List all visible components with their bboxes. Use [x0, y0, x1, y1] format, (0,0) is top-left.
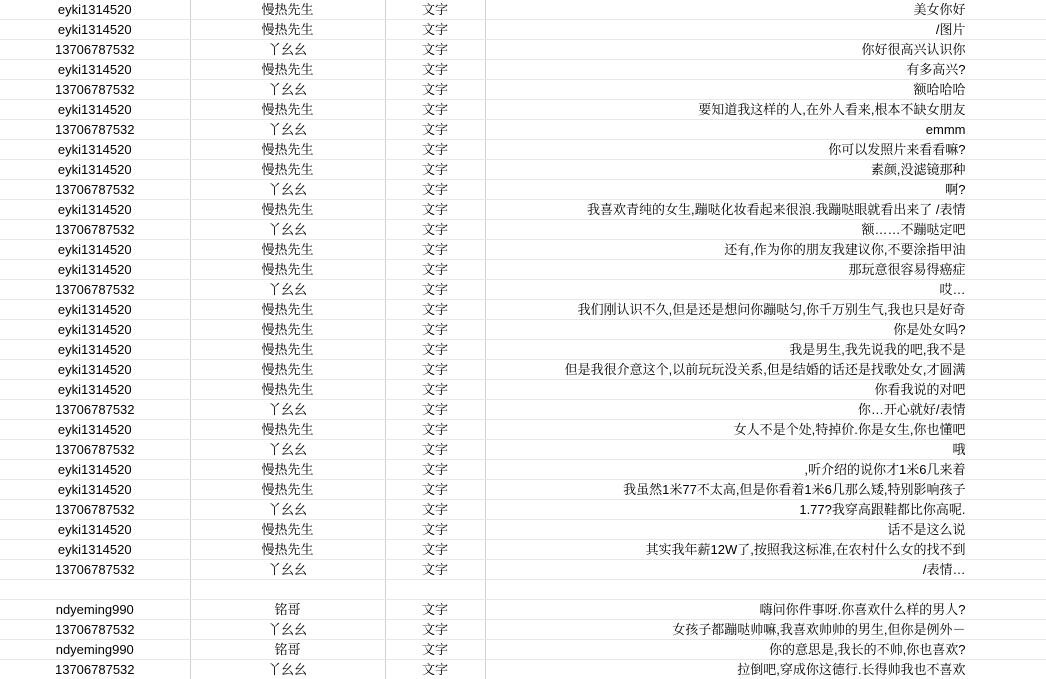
cell-message-text: 我是男生,我先说我的吧,我不是 — [485, 340, 1046, 360]
table-row[interactable] — [0, 60, 1046, 80]
cell-message-text: 素颜,没滤镜那种 — [485, 160, 1046, 180]
cell-message-type: 文字 — [385, 380, 485, 400]
cell-message-type: 文字 — [385, 440, 485, 460]
cell-account: eyki1314520 — [0, 340, 190, 360]
cell-nickname — [190, 580, 385, 600]
cell-message-type: 文字 — [385, 660, 485, 679]
cell-nickname: 慢热先生 — [190, 540, 385, 560]
cell-nickname: 慢热先生 — [190, 240, 385, 260]
table-row[interactable] — [0, 340, 1046, 360]
cell-message-text: 你…开心就好/表情 — [485, 400, 1046, 420]
cell-account: 13706787532 — [0, 440, 190, 460]
cell-account: 13706787532 — [0, 400, 190, 420]
cell-nickname: 慢热先生 — [190, 520, 385, 540]
cell-nickname: 慢热先生 — [190, 0, 385, 20]
table-row[interactable] — [0, 380, 1046, 400]
table-row[interactable] — [0, 540, 1046, 560]
cell-account: eyki1314520 — [0, 100, 190, 120]
cell-message-text: ,听介绍的说你才1米6几来着 — [485, 460, 1046, 480]
cell-message-text: 你好很高兴认识你 — [485, 40, 1046, 60]
table-row[interactable] — [0, 140, 1046, 160]
cell-account: eyki1314520 — [0, 140, 190, 160]
table-row[interactable] — [0, 500, 1046, 520]
cell-account: 13706787532 — [0, 120, 190, 140]
table-row[interactable] — [0, 600, 1046, 620]
cell-nickname: 慢热先生 — [190, 480, 385, 500]
cell-message-type — [385, 580, 485, 600]
cell-nickname: 慢热先生 — [190, 160, 385, 180]
cell-account: 13706787532 — [0, 280, 190, 300]
cell-nickname: 丫幺幺 — [190, 180, 385, 200]
cell-message-text: 你的意思是,我长的不帅,你也喜欢? — [485, 640, 1046, 660]
cell-account: 13706787532 — [0, 180, 190, 200]
cell-account: eyki1314520 — [0, 380, 190, 400]
cell-message-type: 文字 — [385, 240, 485, 260]
table-row[interactable] — [0, 160, 1046, 180]
cell-message-type: 文字 — [385, 200, 485, 220]
cell-nickname: 铭哥 — [190, 600, 385, 620]
cell-message-text: 女孩子都蹦哒帅嘛,我喜欢帅帅的男生,但你是例外－ — [485, 620, 1046, 640]
cell-account: eyki1314520 — [0, 60, 190, 80]
table-row[interactable] — [0, 580, 1046, 600]
cell-account — [0, 580, 190, 600]
cell-message-type: 文字 — [385, 320, 485, 340]
table-row[interactable] — [0, 560, 1046, 580]
cell-message-type: 文字 — [385, 620, 485, 640]
table-row[interactable] — [0, 620, 1046, 640]
cell-message-type: 文字 — [385, 280, 485, 300]
cell-account: 13706787532 — [0, 560, 190, 580]
cell-nickname: 丫幺幺 — [190, 40, 385, 60]
cell-account: eyki1314520 — [0, 260, 190, 280]
cell-message-text: 额……不蹦哒定吧 — [485, 220, 1046, 240]
table-row[interactable] — [0, 280, 1046, 300]
table-row[interactable] — [0, 440, 1046, 460]
cell-message-text: 还有,作为你的朋友我建议你,不要涂指甲油 — [485, 240, 1046, 260]
cell-account: eyki1314520 — [0, 320, 190, 340]
table-row[interactable] — [0, 80, 1046, 100]
cell-nickname: 慢热先生 — [190, 140, 385, 160]
cell-message-text: 但是我很介意这个,以前玩玩没关系,但是结婚的话还是找歌处女,才圆满 — [485, 360, 1046, 380]
cell-nickname: 慢热先生 — [190, 260, 385, 280]
cell-account: eyki1314520 — [0, 160, 190, 180]
table-row[interactable] — [0, 460, 1046, 480]
cell-nickname: 丫幺幺 — [190, 440, 385, 460]
cell-message-text: 有多高兴? — [485, 60, 1046, 80]
cell-account: eyki1314520 — [0, 300, 190, 320]
cell-account: eyki1314520 — [0, 20, 190, 40]
table-row[interactable] — [0, 40, 1046, 60]
cell-message-type: 文字 — [385, 60, 485, 80]
cell-message-type: 文字 — [385, 500, 485, 520]
table-row[interactable] — [0, 640, 1046, 660]
cell-message-type: 文字 — [385, 120, 485, 140]
cell-message-text — [485, 580, 1046, 600]
cell-message-type: 文字 — [385, 460, 485, 480]
cell-nickname: 慢热先生 — [190, 200, 385, 220]
cell-account: eyki1314520 — [0, 460, 190, 480]
cell-message-type: 文字 — [385, 540, 485, 560]
cell-message-type: 文字 — [385, 480, 485, 500]
table-row[interactable] — [0, 660, 1046, 679]
cell-nickname: 丫幺幺 — [190, 620, 385, 640]
cell-account: 13706787532 — [0, 40, 190, 60]
cell-message-type: 文字 — [385, 100, 485, 120]
cell-account: ndyeming990 — [0, 600, 190, 620]
cell-message-text: 啊? — [485, 180, 1046, 200]
cell-account: eyki1314520 — [0, 480, 190, 500]
cell-nickname: 慢热先生 — [190, 20, 385, 40]
cell-message-type: 文字 — [385, 300, 485, 320]
cell-nickname: 丫幺幺 — [190, 560, 385, 580]
cell-message-text: 额哈哈哈 — [485, 80, 1046, 100]
table-row[interactable] — [0, 120, 1046, 140]
table-row[interactable] — [0, 0, 1046, 20]
cell-message-type: 文字 — [385, 20, 485, 40]
cell-message-type: 文字 — [385, 420, 485, 440]
table-row[interactable] — [0, 320, 1046, 340]
table-row[interactable] — [0, 260, 1046, 280]
cell-nickname: 丫幺幺 — [190, 120, 385, 140]
cell-message-type: 文字 — [385, 560, 485, 580]
cell-nickname: 慢热先生 — [190, 100, 385, 120]
cell-nickname: 铭哥 — [190, 640, 385, 660]
cell-message-text: 女人不是个处,特掉价.你是女生,你也懂吧 — [485, 420, 1046, 440]
cell-message-text: 美女你好 — [485, 0, 1046, 20]
cell-message-type: 文字 — [385, 0, 485, 20]
cell-nickname: 慢热先生 — [190, 320, 385, 340]
cell-nickname: 慢热先生 — [190, 340, 385, 360]
table-row[interactable] — [0, 100, 1046, 120]
cell-nickname: 丫幺幺 — [190, 400, 385, 420]
cell-message-type: 文字 — [385, 80, 485, 100]
cell-message-text: 我虽然1米77不太高,但是你看着1米6几那么矮,特别影响孩子 — [485, 480, 1046, 500]
cell-account: eyki1314520 — [0, 540, 190, 560]
cell-message-type: 文字 — [385, 260, 485, 280]
cell-message-text: emmm — [485, 120, 1046, 140]
cell-account: eyki1314520 — [0, 520, 190, 540]
cell-message-text: 拉倒吧,穿成你这德行.长得帅我也不喜欢 — [485, 660, 1046, 679]
cell-message-type: 文字 — [385, 340, 485, 360]
cell-message-type: 文字 — [385, 600, 485, 620]
table-row[interactable] — [0, 220, 1046, 240]
cell-account: eyki1314520 — [0, 360, 190, 380]
cell-message-text: 我们刚认识不久,但是还是想问你蹦哒匀,你千万别生气,我也只是好奇 — [485, 300, 1046, 320]
cell-nickname: 丫幺幺 — [190, 500, 385, 520]
table-row[interactable] — [0, 480, 1046, 500]
cell-message-text: 你是处女吗? — [485, 320, 1046, 340]
cell-message-type: 文字 — [385, 140, 485, 160]
cell-nickname: 丫幺幺 — [190, 220, 385, 240]
cell-message-text: 你看我说的对吧 — [485, 380, 1046, 400]
cell-account: eyki1314520 — [0, 420, 190, 440]
cell-message-type: 文字 — [385, 180, 485, 200]
table-row[interactable] — [0, 520, 1046, 540]
cell-message-type: 文字 — [385, 40, 485, 60]
cell-account: ndyeming990 — [0, 640, 190, 660]
cell-nickname: 丫幺幺 — [190, 80, 385, 100]
table-row[interactable] — [0, 20, 1046, 40]
table-row[interactable] — [0, 420, 1046, 440]
table-row[interactable] — [0, 180, 1046, 200]
cell-account: eyki1314520 — [0, 200, 190, 220]
cell-message-type: 文字 — [385, 520, 485, 540]
cell-nickname: 慢热先生 — [190, 300, 385, 320]
cell-message-type: 文字 — [385, 400, 485, 420]
table-row[interactable] — [0, 300, 1046, 320]
cell-message-text: 要知道我这样的人,在外人看来,根本不缺女朋友 — [485, 100, 1046, 120]
cell-message-text: 哎… — [485, 280, 1046, 300]
cell-account: eyki1314520 — [0, 240, 190, 260]
cell-nickname: 慢热先生 — [190, 360, 385, 380]
table-row[interactable] — [0, 240, 1046, 260]
cell-message-text: 你可以发照片来看看嘛? — [485, 140, 1046, 160]
table-row[interactable] — [0, 200, 1046, 220]
cell-message-text: 那玩意很容易得癌症 — [485, 260, 1046, 280]
cell-message-text: 我喜欢青纯的女生,蹦哒化妆看起来很浪.我蹦哒眼就看出来了 /表情 — [485, 200, 1046, 220]
cell-account: 13706787532 — [0, 500, 190, 520]
cell-nickname: 丫幺幺 — [190, 660, 385, 679]
cell-account: 13706787532 — [0, 660, 190, 679]
cell-message-type: 文字 — [385, 360, 485, 380]
table-row[interactable] — [0, 360, 1046, 380]
cell-account: 13706787532 — [0, 80, 190, 100]
cell-message-text: 嗨问你件事呀.你喜欢什么样的男人? — [485, 600, 1046, 620]
table-row[interactable] — [0, 400, 1046, 420]
cell-message-text: 其实我年薪12W了,按照我这标准,在农村什么女的找不到 — [485, 540, 1046, 560]
cell-message-text: /图片 — [485, 20, 1046, 40]
cell-message-type: 文字 — [385, 220, 485, 240]
cell-account: eyki1314520 — [0, 0, 190, 20]
cell-nickname: 丫幺幺 — [190, 280, 385, 300]
cell-message-text: 1.77?我穿高跟鞋都比你高呢. — [485, 500, 1046, 520]
cell-account: 13706787532 — [0, 620, 190, 640]
cell-message-text: 哦 — [485, 440, 1046, 460]
cell-message-type: 文字 — [385, 640, 485, 660]
cell-nickname: 慢热先生 — [190, 60, 385, 80]
cell-message-text: 话不是这么说 — [485, 520, 1046, 540]
cell-nickname: 慢热先生 — [190, 460, 385, 480]
cell-message-text: /表情… — [485, 560, 1046, 580]
cell-account: 13706787532 — [0, 220, 190, 240]
cell-message-type: 文字 — [385, 160, 485, 180]
cell-nickname: 慢热先生 — [190, 420, 385, 440]
cell-nickname: 慢热先生 — [190, 380, 385, 400]
